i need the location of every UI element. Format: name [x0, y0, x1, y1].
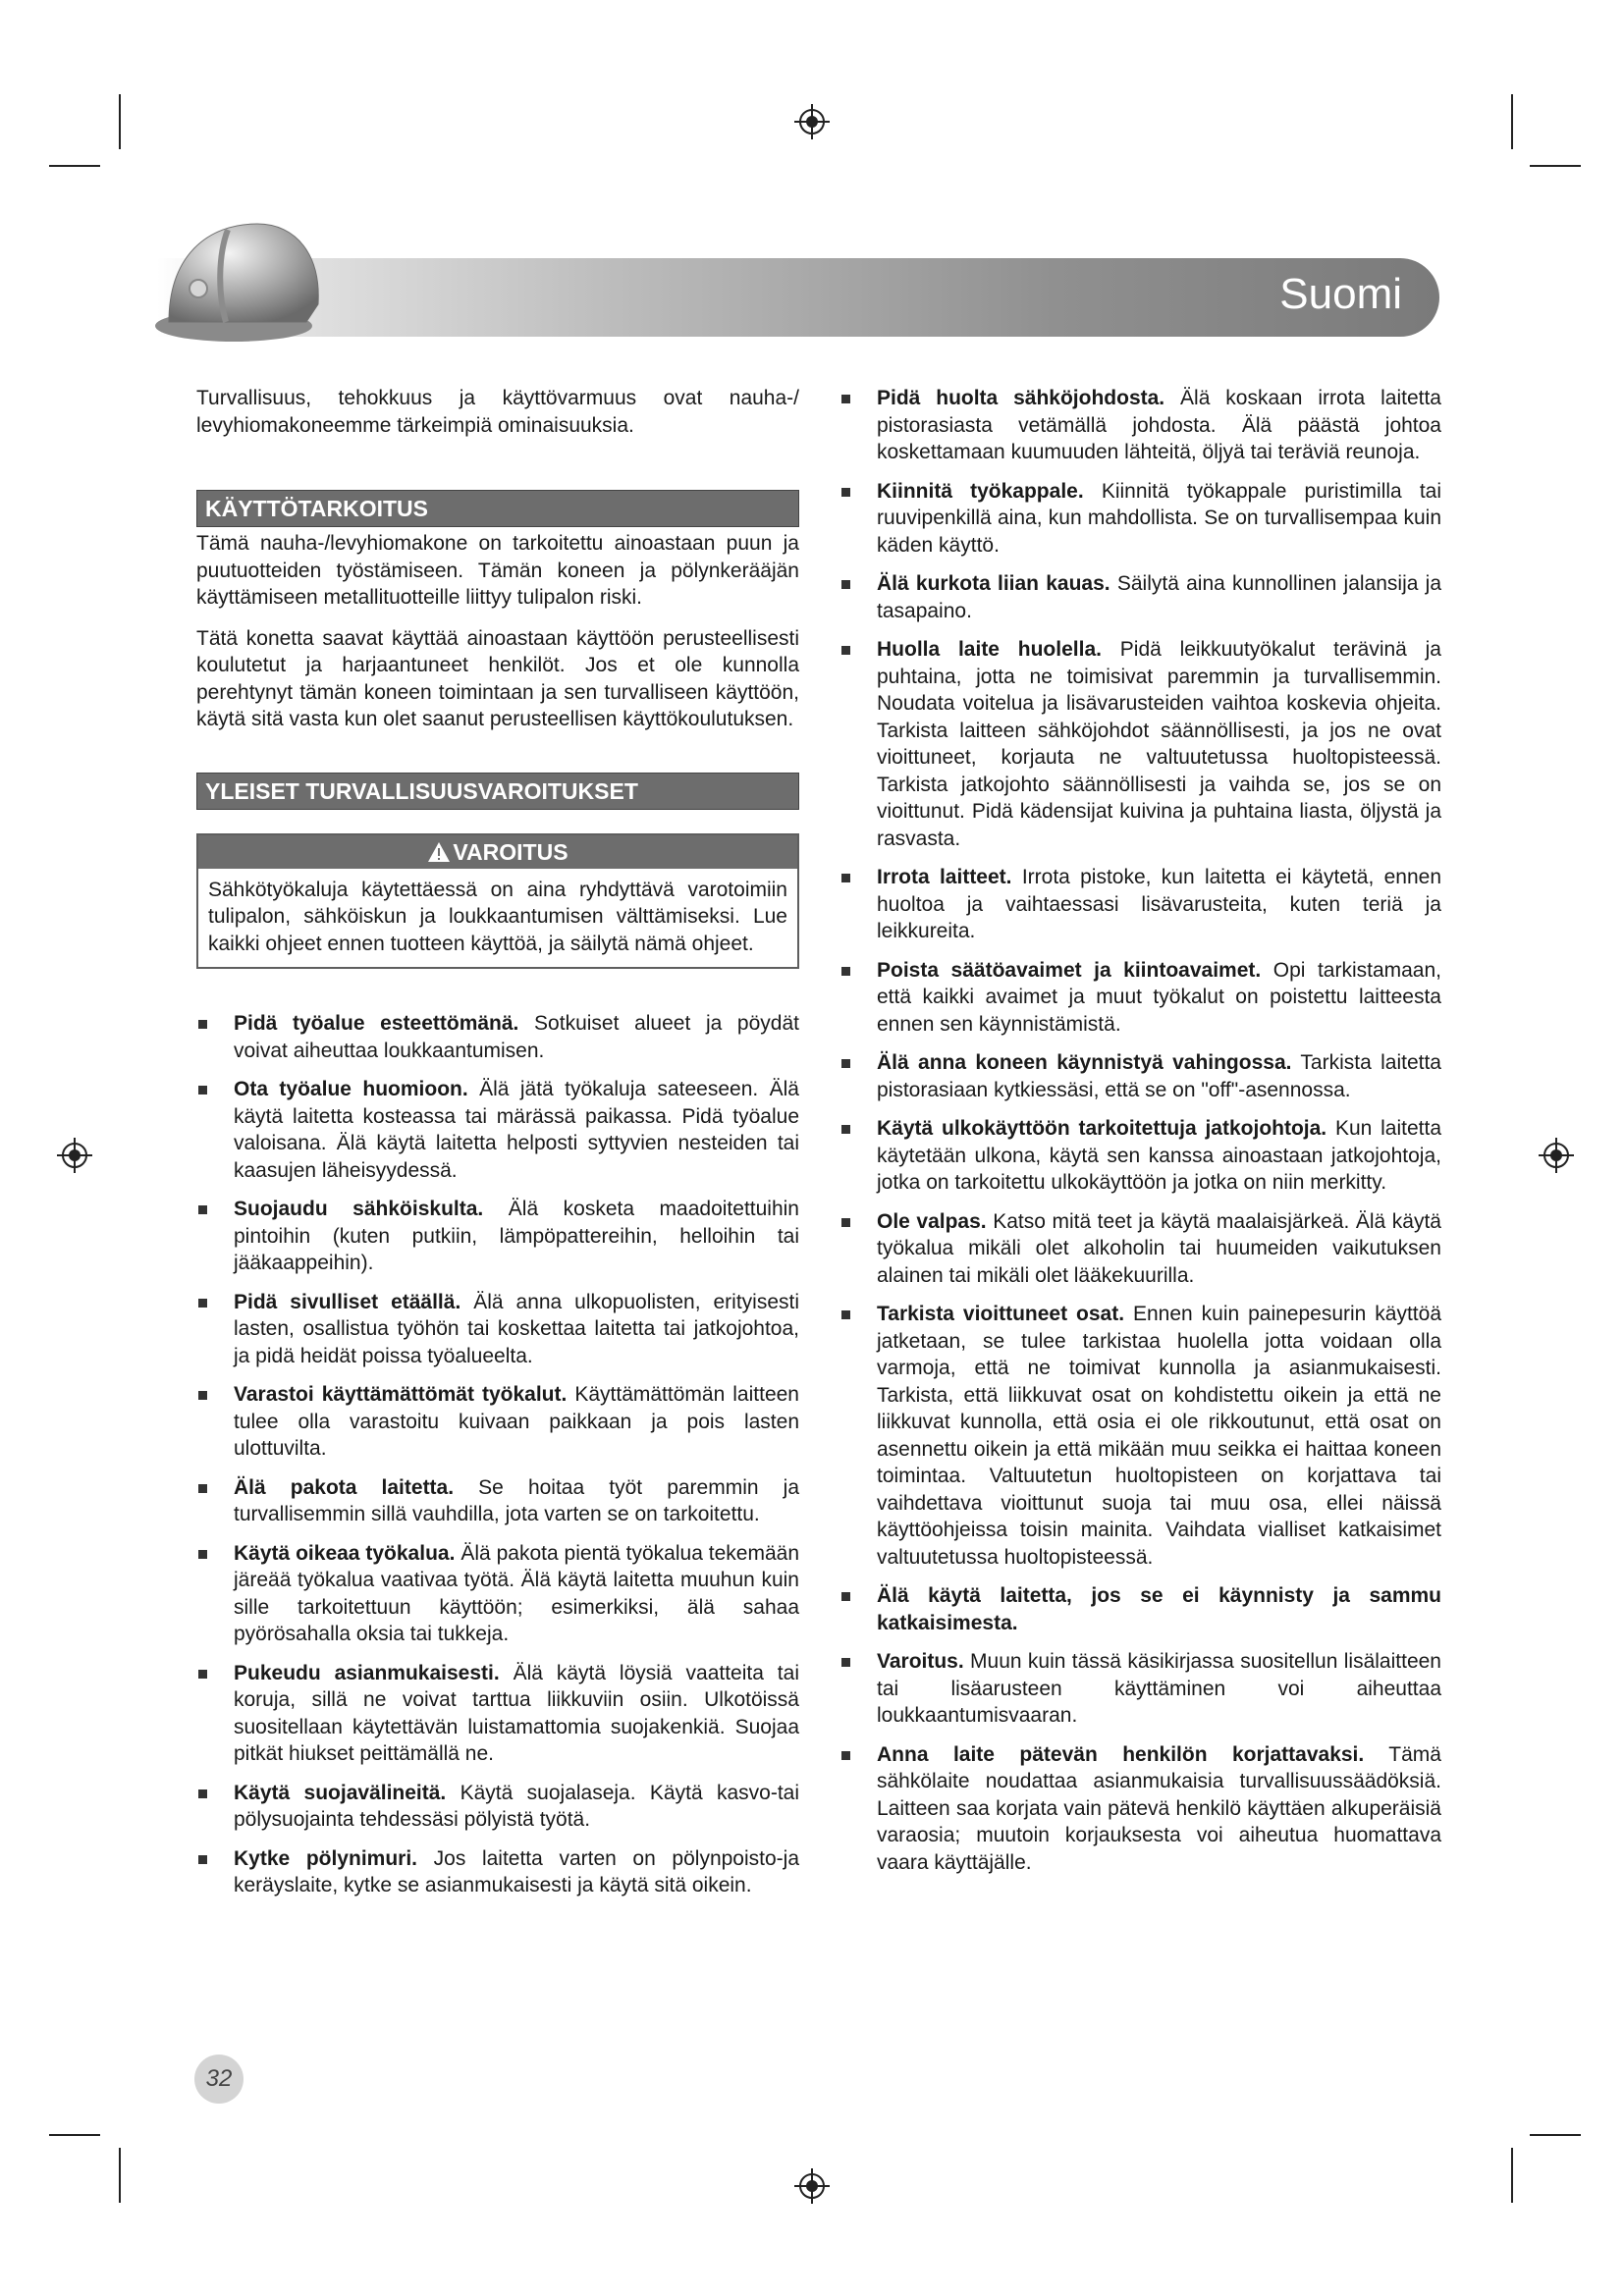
item-title: Kytke pölynimuri.: [234, 1846, 417, 1870]
list-item: [196, 1845, 799, 1899]
crop-mark: [119, 94, 121, 149]
right-bullet-list: [839, 385, 1441, 1876]
list-item: [839, 1741, 1441, 1877]
header-banner: [157, 258, 1439, 337]
item-text: Tarkista laitetta pistorasiaan kytkiessäsi, että se on "off"-asennossa.: [877, 1051, 1441, 1101]
bullet-square-icon: [198, 1020, 207, 1029]
right-column: [839, 385, 1441, 1876]
hard-hat-icon: [149, 206, 346, 353]
bullet-square-icon: [841, 488, 850, 497]
crop-mark: [1530, 165, 1581, 167]
section-title-kayttotarkoitus: KÄYTTÖTARKOITUS: [196, 490, 799, 527]
list-item: [839, 1115, 1441, 1197]
item-text: Se hoitaa työt paremmin ja turvallisemmin sillä vauhdilla, jota varten se on tarkoitettu.: [234, 1475, 799, 1525]
item-title: Pidä työalue esteettömänä.: [234, 1012, 519, 1035]
item-text: Älä kosketa maadoitettuihin pintoihin (kuten putkiin, lämpöpattereihin, helloihin tai jääkaappeihin).: [234, 1198, 799, 1274]
list-item: [196, 1474, 799, 1528]
item-title: Varastoi käyttämättömät työkalut.: [234, 1383, 568, 1406]
bullet-square-icon: [841, 580, 850, 589]
item-title: Käytä suojavälineitä.: [234, 1781, 447, 1804]
item-text: Jos laitetta varten on pölynpoisto-ja keräyslaite, kytke se asianmukaisesti ja käytä sitä oikein.: [234, 1846, 799, 1896]
crop-mark: [49, 2134, 100, 2136]
crop-mark: [1530, 2134, 1581, 2136]
item-title: Käytä ulkokäyttöön tarkoitettuja jatkojohtoja.: [877, 1117, 1327, 1140]
item-text: Älä käytä löysiä vaatteita tai koruja, sillä ne voivat tarttua liikkuviin osiin. Ulkotöissä suositellaan käytettävän luistamattomia suojakenkiä. Suojaa pitkät hiukset peittämällä ne.: [234, 1661, 799, 1765]
registration-mark-icon: [55, 1136, 94, 1175]
purpose-paragraph-1: Tämä nauha-/levyhiomakone on tarkoitettu ainoastaan puun ja puutuotteiden työstämiseen. Tämän koneen ja pölynkerääjän käyttämiseen metallituotteille liittyy tulipalon riski.: [196, 532, 799, 609]
bullet-square-icon: [841, 1125, 850, 1134]
item-title: Ota työalue huomioon.: [234, 1078, 468, 1100]
item-text: Säilytä aina kunnollinen jalansija ja tasapaino.: [877, 572, 1441, 622]
bullet-square-icon: [198, 1205, 207, 1214]
item-title: Huolla laite huolella.: [877, 638, 1102, 661]
item-title: Poista säätöavaimet ja kiintoavaimet.: [877, 958, 1262, 982]
item-title: Älä pakota laitetta.: [234, 1475, 455, 1499]
item-text: Älä koskaan irrota laitetta pistorasiasta vetämällä johdosta. Älä päästä johtoa koskettamaan kuumuuden lähteitä, öljyä tai teräviä reunoja.: [877, 387, 1441, 463]
item-text: Opi tarkistamaan, että kaikki avaimet ja muut työkalut on poistettu laitteesta ennen sen käynnistämistä.: [877, 958, 1441, 1036]
list-item: [839, 1582, 1441, 1636]
list-item: [196, 1076, 799, 1184]
list-item: [839, 1208, 1441, 1290]
item-title: Suojaudu sähköiskulta.: [234, 1198, 484, 1220]
crop-mark: [1511, 2148, 1513, 2203]
item-title: Älä kurkota liian kauas.: [877, 572, 1110, 595]
list-item: [839, 636, 1441, 852]
list-item: [196, 1660, 799, 1768]
item-text: Käyttämättömän laitteen tulee olla varastoitu kuivaan paikkaan ja pois lasten ulottuvilta.: [234, 1383, 799, 1460]
bullet-square-icon: [841, 967, 850, 976]
bullet-square-icon: [841, 1218, 850, 1227]
list-item: [839, 957, 1441, 1039]
item-text: Sotkuiset alueet ja pöydät voivat aiheuttaa loukkaantumisen.: [234, 1012, 799, 1062]
list-item: [839, 385, 1441, 466]
item-text: Tämä sähkölaite noudattaa asianmukaisia turvallisuussäädöksiä. Laitteen saa korjata vain pätevä henkilö käyttäen alkuperäisiä varaosia; muutoin korjauksesta voi aiheutua huomattava vaara käyttäjälle.: [877, 1742, 1441, 1874]
list-item: [839, 1049, 1441, 1103]
list-item: [196, 1010, 799, 1064]
list-item: [839, 1648, 1441, 1730]
item-title: Käytä oikeaa työkalua.: [234, 1541, 456, 1565]
item-title: Varoitus.: [877, 1650, 964, 1673]
left-column: [196, 385, 799, 1899]
item-text: Irrota pistoke, kun laitetta ei käytetä, ennen huoltoa ja vaihtaessasi lisävarusteita, kuten teriä ja leikkureita.: [877, 866, 1441, 942]
bullet-square-icon: [841, 1592, 850, 1601]
item-text: Älä pakota pientä työkalua tekemään järeää työkalua vaativaa työtä. Älä käytä laitetta muuhun kuin sille tarkoitettuun käyttöön; esimerkiksi, älä sahaa pyörösahalla oksia tai tukkeja.: [234, 1541, 799, 1645]
bullet-square-icon: [198, 1670, 207, 1679]
bullet-square-icon: [198, 1855, 207, 1864]
crop-mark: [119, 2148, 121, 2203]
bullet-square-icon: [841, 874, 850, 882]
item-text: Älä anna ulkopuolisten, erityisesti lasten, osallistua työhön tai koskettaa laitetta tai jatkojohtoa, ja pidä heidät poissa työalueelta.: [234, 1290, 800, 1367]
language-title: Suomi: [1279, 270, 1402, 318]
bullet-square-icon: [198, 1789, 207, 1798]
warning-text: Sähkötyökaluja käytettäessä on aina ryhdyttävä varotoimiin tulipalon, sähköiskun ja loukkaantumisen välttämiseksi. Lue kaikki ohjeet ennen tuotteen käyttöä, ja säilytä nämä ohjeet.: [208, 878, 787, 955]
bullet-square-icon: [841, 1310, 850, 1319]
list-item: [196, 1196, 799, 1277]
item-text: Pidä leikkuutyökalut terävinä ja puhtaina, jotta ne toimisivat paremmin ja turvallisemmin. Noudata voitelua ja lisävarusteiden vaihtoa koskevia ohjeita. Tarkista laitteen sähköjohdot säännöllisesti, ja jos ne ovat vioittuneet, korjauta ne valtuutetussa huoltopisteessä. Tarkista jatkojohto säännöllisesti ja vaihda se, jos se on vioittunut. Pidä kädensijat kuivina ja puhtaina liasta, öljystä ja rasvasta.: [877, 638, 1441, 850]
item-text: Kiinnitä työkappale puristimilla tai ruuvipenkillä aina, kun mahdollista. Se on turvallisempaa kuin käden käyttö.: [877, 479, 1442, 557]
section-title-general-safety: YLEISET TURVALLISUUSVAROITUKSET: [196, 773, 799, 810]
list-item: [196, 1540, 799, 1648]
bullet-square-icon: [198, 1484, 207, 1493]
bullet-square-icon: [198, 1086, 207, 1095]
list-item: [196, 1381, 799, 1463]
purpose-paragraph-2: Tätä konetta saavat käyttää ainoastaan käyttöön perusteellisesti koulutetut ja harjaantuneet henkilöt. Jos et ole kunnolla perehtynyt tämän koneen toimintaan ja sen turvalliseen käyttöön, käytä sitä vasta kun olet saanut perusteellisen käyttökoulutuksen.: [196, 626, 799, 730]
list-item: [839, 570, 1441, 624]
registration-mark-icon: [792, 102, 832, 141]
list-item: [839, 478, 1441, 560]
item-title: Pukeudu asianmukaisesti.: [234, 1661, 500, 1684]
crop-mark: [49, 165, 100, 167]
crop-mark: [1511, 94, 1513, 149]
list-item: [839, 864, 1441, 945]
item-text: Ennen kuin painepesurin käyttöä jatketaan, se tulee tarkistaa huolella jotta voidaan olla varmoja, että ne toimivat kunnolla ja asianmukaisesti. Tarkista, että liikkuvat osat on kohdistettu oikein ja että ne liikkuvat kunnolla, että osia ei ole rikkoutunut, että osat on asennettu oikein ja että mikään muu seikka ei haittaa koneen toimintaa. Valtuutetun huoltopisteen on korjattava tai vaihdettava vioittunut suoja tai muu osa, ellei näissä käyttöohjeissa toisin mainita. Vaihdata vialliset katkaisimet valtuutetussa huoltopisteessä.: [877, 1303, 1441, 1569]
intro-text: Turvallisuus, tehokkuus ja käyttövarmuus ovat nauha-/ levyhiomakoneemme tärkeimpiä ominaisuuksia.: [196, 387, 799, 437]
registration-mark-icon: [792, 2166, 832, 2206]
item-title: Irrota laitteet.: [877, 866, 1012, 888]
item-text: Katso mitä teet ja käytä maalaisjärkeä. Älä käytä työkalua mikäli olet alkoholin tai huumeiden vaikutuksen alainen tai mikäli olet lääkekuurilla.: [877, 1209, 1441, 1287]
warning-box: [196, 833, 799, 970]
bullet-square-icon: [841, 1751, 850, 1760]
bullet-square-icon: [198, 1299, 207, 1308]
item-title: Älä käytä laitetta, jos se ei käynnisty ja sammu katkaisimesta.: [877, 1584, 1441, 1634]
bullet-square-icon: [198, 1391, 207, 1400]
left-bullet-list: [196, 1010, 799, 1899]
bullet-square-icon: [841, 1658, 850, 1667]
item-title: Tarkista vioittuneet osat.: [877, 1303, 1125, 1325]
warning-title: VAROITUS: [453, 838, 568, 865]
item-title: Ole valpas.: [877, 1209, 987, 1233]
list-item: [196, 1289, 799, 1370]
bullet-square-icon: [841, 1059, 850, 1068]
item-text: Käytä suojalaseja. Käytä kasvo-tai pölysuojainta tehdessäsi pölyistä työtä.: [234, 1781, 799, 1831]
item-title: Älä anna koneen käynnistyä vahingossa.: [877, 1051, 1292, 1074]
bullet-square-icon: [841, 395, 850, 403]
list-item: [839, 1301, 1441, 1571]
warning-header: [198, 835, 797, 869]
item-title: Pidä sivulliset etäällä.: [234, 1290, 461, 1313]
bullet-square-icon: [198, 1550, 207, 1559]
warning-triangle-icon: [427, 841, 451, 863]
page-number: 32: [194, 2055, 244, 2104]
item-title: Kiinnitä työkappale.: [877, 479, 1084, 503]
list-item: [196, 1780, 799, 1834]
registration-mark-icon: [1537, 1136, 1576, 1175]
item-text: Kun laitetta käytetään ulkona, käytä sen kanssa ainoastaan jatkojohtoja, jotka on tarkoitettu ulkokäyttöön ja jotka on niin merkitty.: [877, 1117, 1441, 1194]
item-title: Anna laite pätevän henkilön korjattavaksi.: [877, 1742, 1365, 1766]
item-title: Pidä huolta sähköjohdosta.: [877, 387, 1165, 409]
bullet-square-icon: [841, 646, 850, 655]
item-text: Älä jätä työkaluja sateeseen. Älä käytä laitetta kosteassa tai märässä paikassa. Pidä työalue valoisana. Älä käytä laitetta helposti syttyvien nesteiden tai kaasujen läheisyydessä.: [234, 1078, 799, 1182]
item-text: Muun kuin tässä käsikirjassa suositellun lisälaitteen tai lisäarusteen käyttäminen voi aiheuttaa loukkaantumisvaaran.: [877, 1650, 1441, 1727]
